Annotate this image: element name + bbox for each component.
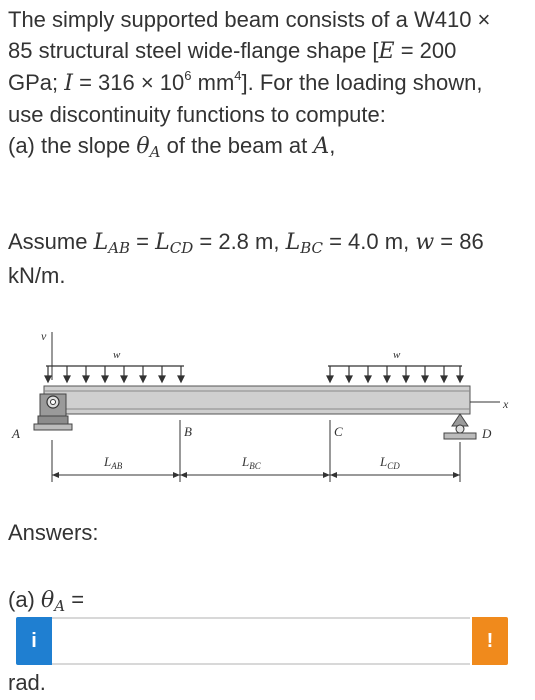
length-ab-cd-value: = 2.8 m,: [193, 229, 286, 254]
problem-line-2: [8, 35, 528, 67]
length-bc-value: = 4.0 m,: [322, 229, 416, 254]
pin-support-a: [34, 394, 72, 430]
left-distributed-load: [45, 366, 184, 382]
dimension-label-bc: $L_{BC}$: [242, 454, 261, 471]
right-distributed-load: [327, 366, 463, 382]
problem-line-1: [8, 4, 528, 35]
length-symbol-bc: L: [285, 230, 301, 255]
inertia-value: = 316 × 10: [72, 70, 185, 95]
part-a-text: (a) the slope: [8, 133, 137, 158]
loading-text: ]. For the loading shown,: [241, 70, 483, 95]
answer-a-label: [8, 587, 84, 613]
point-b-label: B: [184, 424, 192, 439]
assume-prefix: Assume: [8, 229, 94, 254]
part-a-comma: ,: [329, 133, 336, 158]
inertia-unit-exponent: 4: [234, 67, 242, 83]
point-d-label: D: [482, 426, 492, 441]
dimension-bc: [180, 472, 330, 478]
point-a-symbol: A: [313, 134, 330, 159]
theta-symbol: θ: [136, 134, 150, 159]
load-symbol: w: [415, 230, 435, 255]
dimension-cd: [330, 472, 460, 478]
modulus-value: = 200: [394, 38, 457, 63]
assume-equals-1: =: [130, 229, 156, 254]
answer-equals: =: [65, 587, 85, 612]
dimension-ab: [52, 472, 180, 478]
answer-unit: rad.: [8, 670, 46, 695]
problem-line-4: [8, 99, 528, 130]
length-subscript-bc: BC: [300, 239, 323, 257]
info-icon[interactable]: i: [16, 617, 52, 665]
load-value: = 86: [434, 229, 484, 254]
length-subscript-ab: AB: [108, 239, 131, 257]
length-symbol-cd: L: [155, 230, 170, 255]
inertia-exponent: 6: [184, 67, 192, 83]
point-c-label: C: [334, 424, 343, 439]
assumptions-line-2: [8, 260, 528, 291]
inertia-unit: mm: [191, 70, 235, 95]
v-axis-label: v: [41, 329, 47, 343]
theta-subscript: A: [149, 143, 161, 161]
modulus-unit: GPa;: [8, 70, 65, 95]
load-label-left: w: [113, 349, 121, 361]
inertia-symbol: I: [64, 71, 73, 96]
x-axis-label: x: [503, 397, 509, 411]
length-subscript-cd: CD: [169, 239, 194, 257]
problem-line-3: [8, 67, 528, 99]
problem-statement: [8, 4, 528, 164]
load-label-right: w: [393, 349, 401, 361]
problem-intro-text: The simply supported beam consists of a W410 ×: [8, 7, 491, 32]
point-a-label: A: [12, 426, 20, 441]
assumptions-line-1: [8, 226, 528, 260]
dimension-label-cd: $L_{CD}$: [380, 454, 400, 471]
problem-line-5: [8, 130, 528, 164]
warning-icon: !: [472, 617, 508, 665]
answer-theta-symbol: θ: [41, 588, 55, 613]
method-text: use discontinuity functions to compute:: [8, 102, 386, 127]
beam-diagram: [0, 320, 535, 490]
answer-a-row: [16, 617, 508, 665]
answer-a-input[interactable]: [52, 617, 470, 665]
load-unit: kN/m.: [8, 263, 66, 288]
part-a-suffix: of the beam at: [160, 133, 314, 158]
answer-a-prefix: (a): [8, 587, 41, 612]
roller-support-d: [444, 414, 476, 439]
length-symbol-ab: L: [93, 230, 109, 255]
answer-theta-subscript: A: [54, 597, 66, 615]
dimension-label-ab: $L_{AB}$: [104, 454, 123, 471]
answers-heading: Answers:: [8, 520, 99, 545]
assumptions: [8, 226, 528, 291]
modulus-symbol: E: [378, 39, 395, 64]
problem-material-text: 85 structural steel wide-flange shape [: [8, 38, 379, 63]
beam: [44, 386, 470, 414]
